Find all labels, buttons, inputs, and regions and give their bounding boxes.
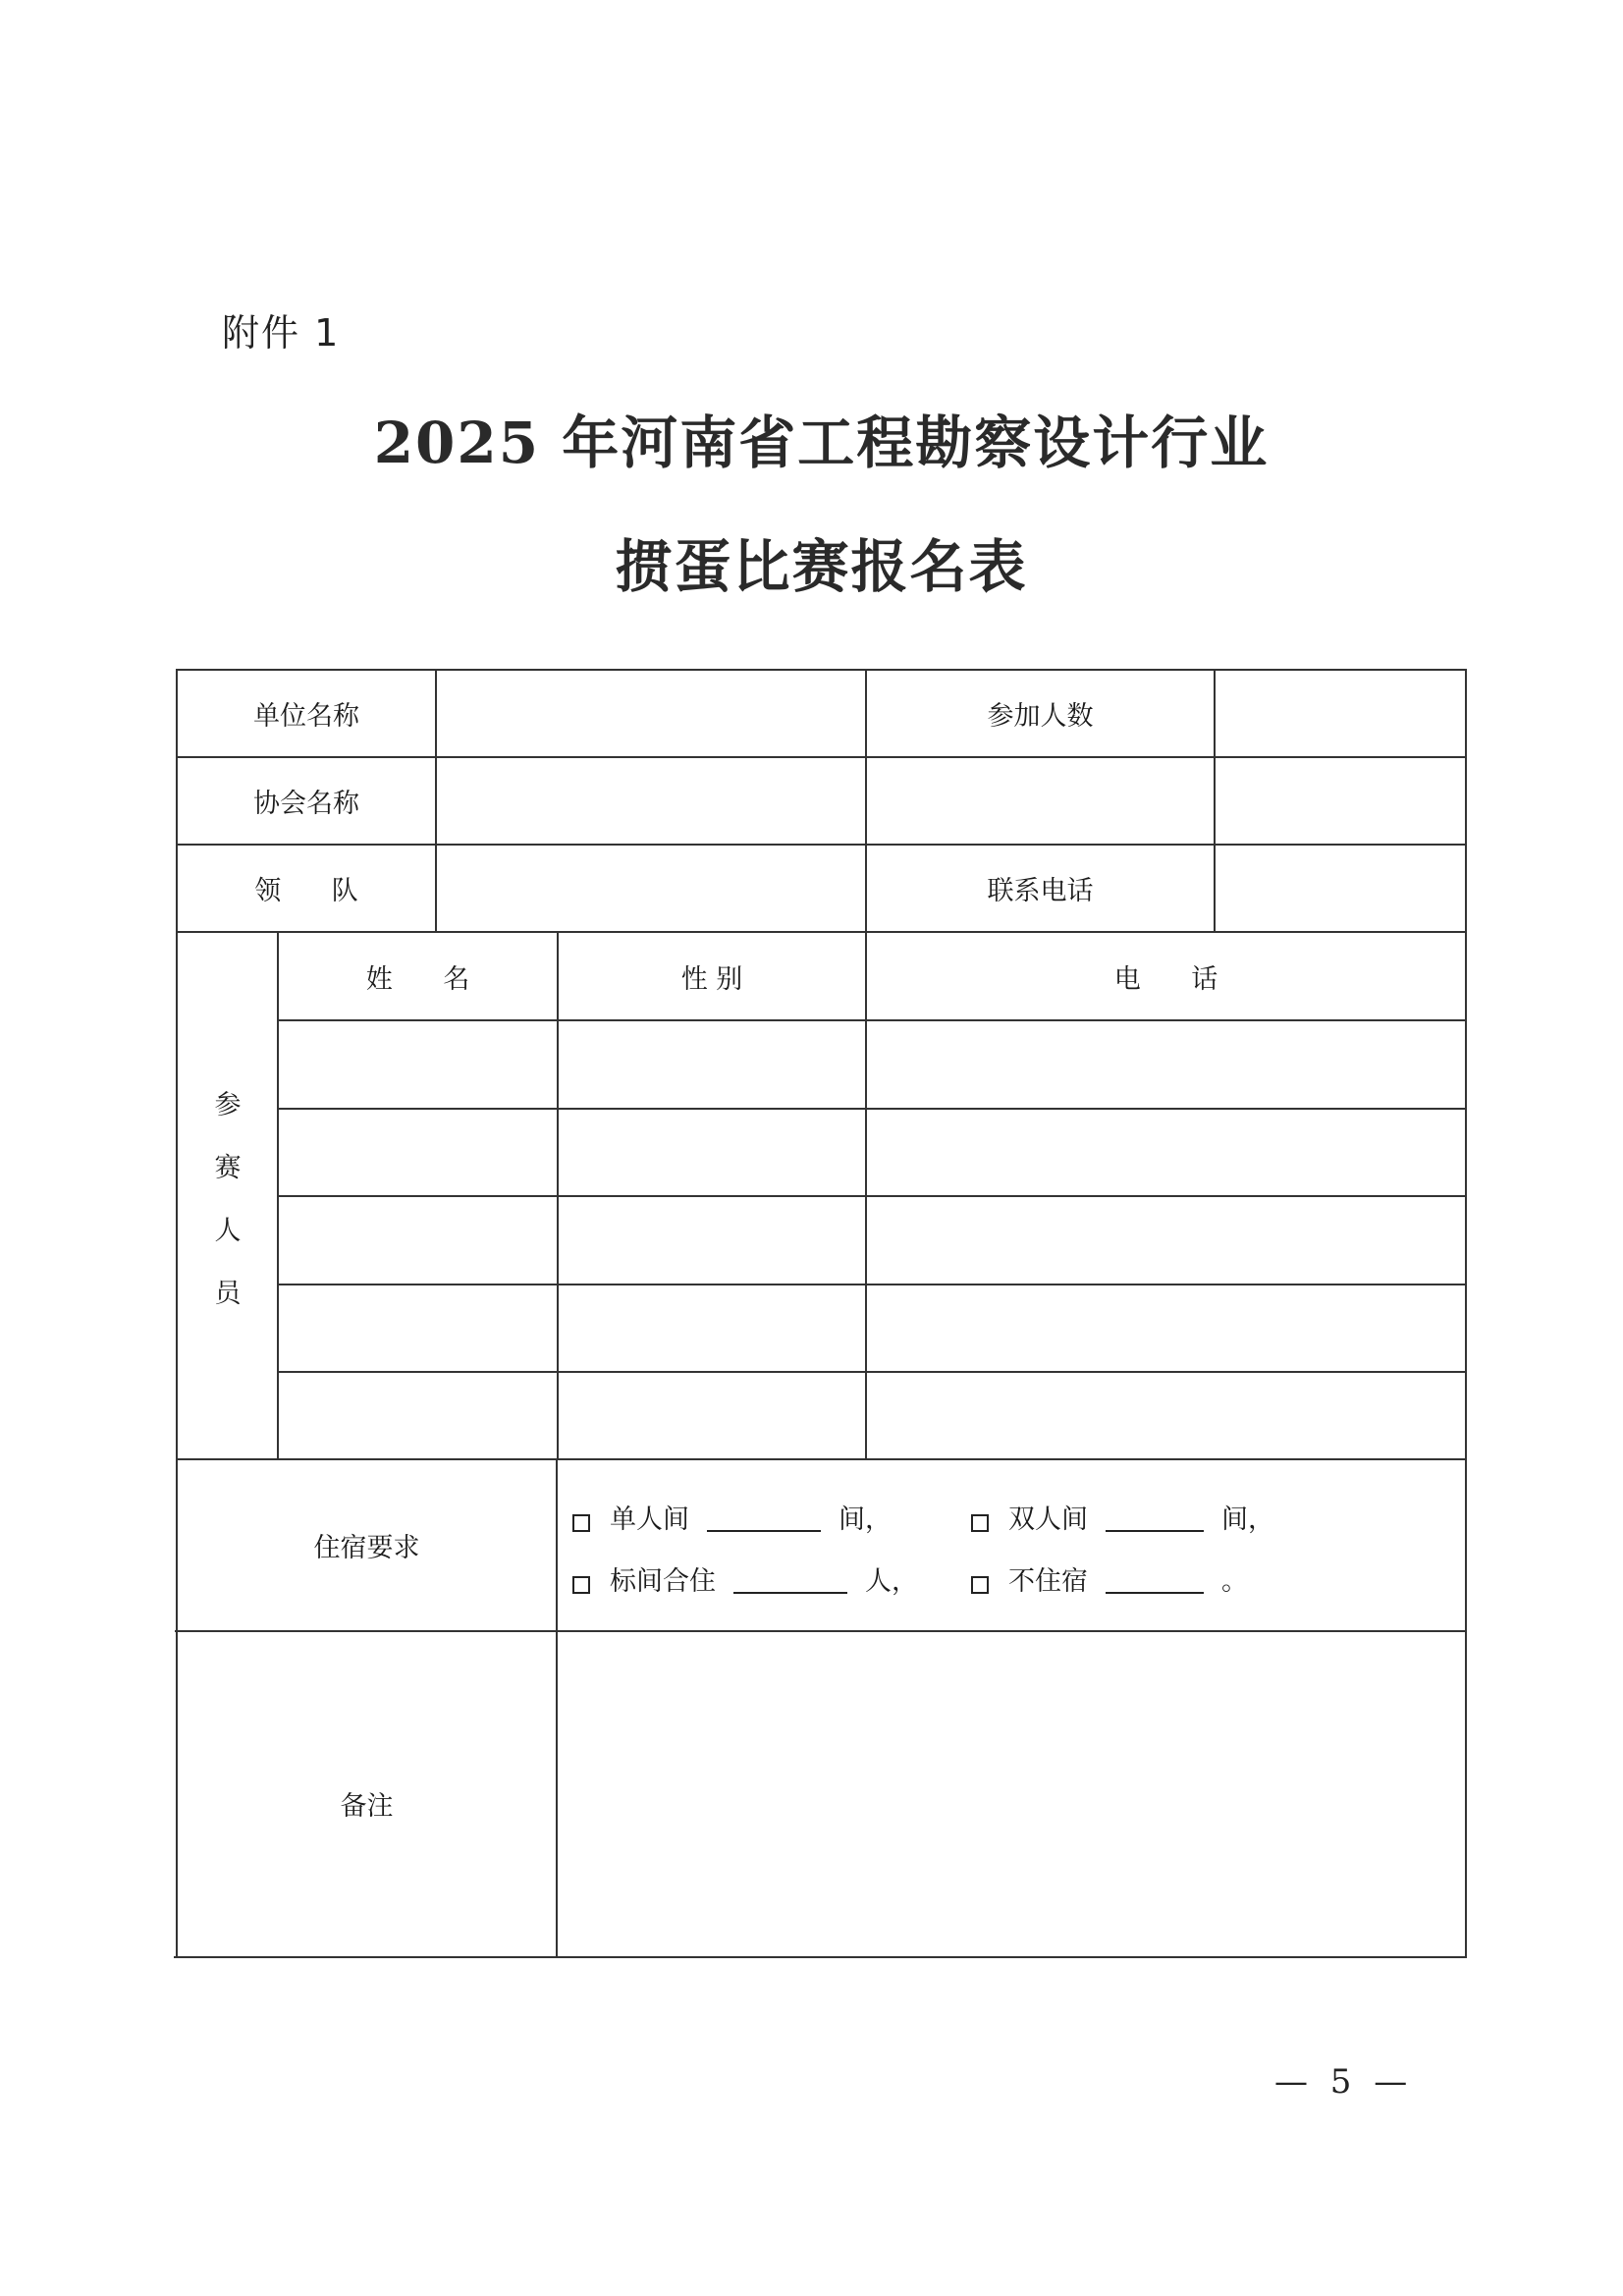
lodging-option-shared [572,1562,918,1598]
column-header-gender: 性 别 [680,963,743,995]
participant-1-gender[interactable] [559,1021,865,1108]
checkbox-shared-standard-room[interactable] [572,1576,590,1594]
lodging-option-double [971,1501,1274,1536]
no-lodging-blank[interactable] [1106,1591,1204,1594]
lodging-option-none [971,1562,1248,1598]
option-label: 单人间 [610,1504,689,1535]
checkbox-single-room[interactable] [572,1514,590,1532]
label-lodging-requirements: 住宿要求 [313,1533,420,1563]
label-team-leader: 领 队 [254,876,358,906]
side-label-char: 赛 [214,1153,242,1183]
unit-name-field[interactable] [437,671,865,756]
blank-cell[interactable] [1216,758,1465,844]
label-remarks: 备注 [340,1790,394,1822]
attachment-label: 附件 1 [222,311,341,355]
participant-1-phone[interactable] [867,1021,1465,1108]
remarks-field[interactable] [558,1632,1465,1956]
side-label-char: 人 [214,1216,242,1246]
participant-2-phone[interactable] [867,1110,1465,1195]
column-header-phone: 电 话 [1113,963,1218,995]
table-border-bottom [174,1956,1467,1958]
lodging-option-single [572,1501,892,1536]
participant-2-name[interactable] [279,1110,557,1195]
participants-side-label [208,1086,247,1338]
column-header-name: 姓 名 [365,963,470,995]
option-unit: 间， [839,1504,892,1535]
page-title-line1: 2025 年河南省工程勘察设计行业 [373,410,1270,476]
participant-4-gender[interactable] [559,1285,865,1371]
option-unit: 人， [865,1566,918,1597]
label-unit-name: 单位名称 [253,701,359,732]
option-label: 标间合住 [610,1566,716,1597]
checkbox-double-room[interactable] [971,1514,989,1532]
checkbox-no-lodging[interactable] [971,1576,989,1594]
side-label-char: 员 [214,1279,242,1309]
option-unit: 。 [1221,1566,1248,1597]
side-label-char: 参 [214,1090,242,1121]
participant-5-gender[interactable] [559,1373,865,1458]
participant-3-gender[interactable] [559,1197,865,1284]
participant-3-phone[interactable] [867,1197,1465,1284]
table-border-right [1465,669,1467,1958]
contact-phone-field[interactable] [1216,846,1465,931]
participant-3-name[interactable] [279,1197,557,1284]
team-leader-field[interactable] [437,846,865,931]
label-contact-phone: 联系电话 [987,876,1094,906]
label-association-name: 协会名称 [253,789,359,819]
option-label: 双人间 [1008,1504,1088,1535]
participant-4-name[interactable] [279,1285,557,1371]
association-name-field[interactable] [437,758,865,844]
single-room-count-blank[interactable] [707,1529,821,1532]
option-unit: 间， [1221,1504,1274,1535]
option-label: 不住宿 [1008,1566,1088,1597]
blank-cell[interactable] [867,758,1214,844]
page-number: — 5 — [1274,2062,1414,2102]
participant-count-field[interactable] [1216,671,1465,756]
label-participant-count: 参加人数 [987,701,1094,732]
participant-4-phone[interactable] [867,1285,1465,1371]
participant-2-gender[interactable] [559,1110,865,1195]
page-title-line2: 掼蛋比赛报名表 [615,533,1028,600]
participant-5-name[interactable] [279,1373,557,1458]
double-room-count-blank[interactable] [1106,1529,1204,1532]
participant-1-name[interactable] [279,1021,557,1108]
shared-room-people-blank[interactable] [733,1591,847,1594]
participant-5-phone[interactable] [867,1373,1465,1458]
